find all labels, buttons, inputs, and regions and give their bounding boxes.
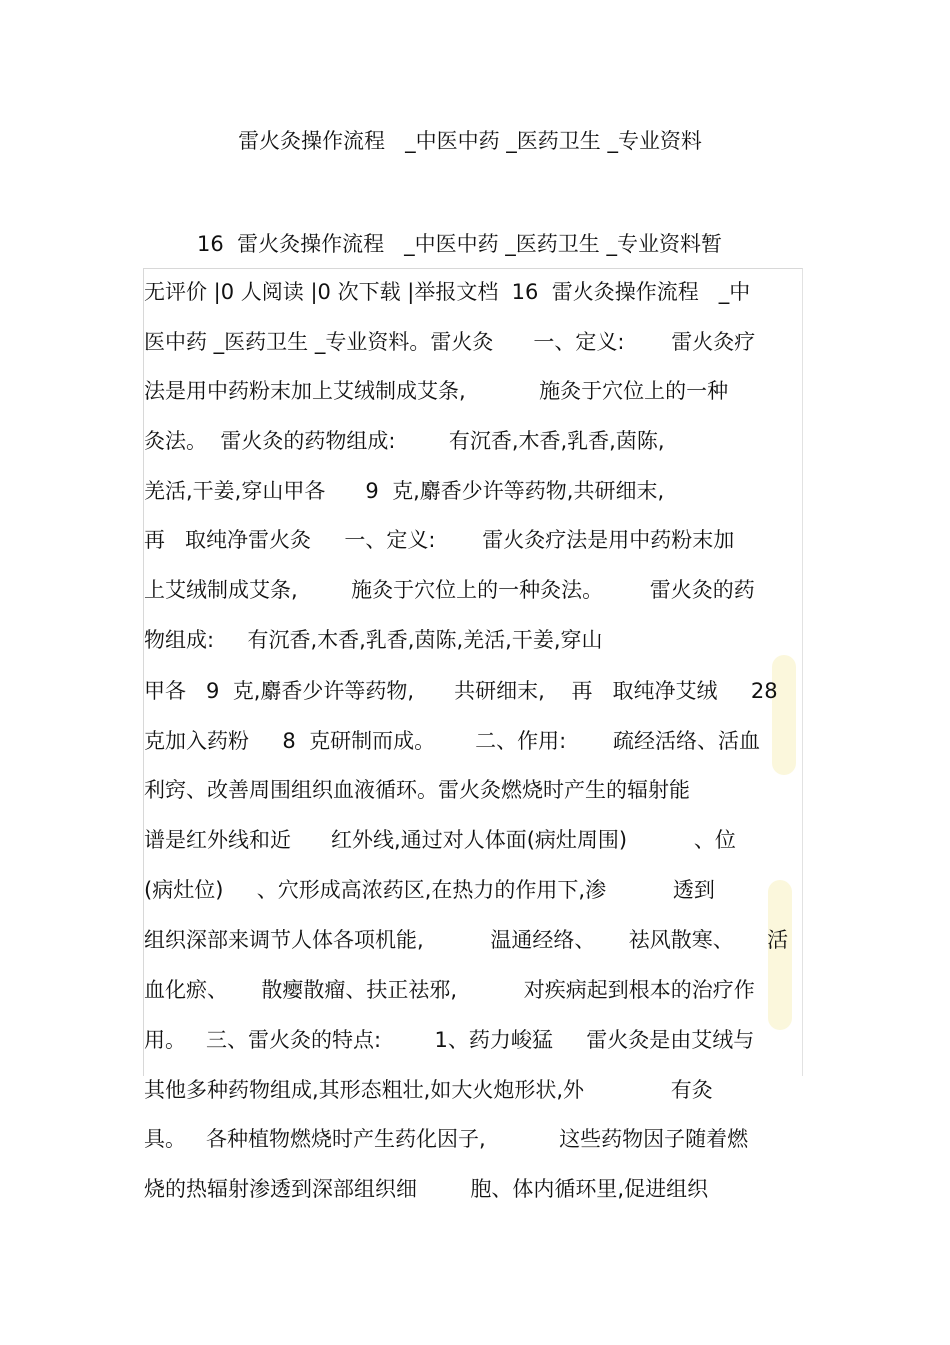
text-line: (病灶位) 、穴形成高浓药区,在热力的作用下,渗 透到 <box>144 878 715 902</box>
text-line: 法是用中药粉末加上艾绒制成艾条, 施灸于穴位上的一种 <box>144 379 729 403</box>
text-line: 其他多种药物组成,其形态粗壮,如大火炮形状,外 有灸 <box>144 1078 713 1102</box>
text-line: 再 取纯净雷火灸 一、定义: 雷火灸疗法是用中药粉末加 <box>144 528 735 552</box>
text-line: 克加入药粉 8 克研制而成。 二、作用: 疏经活络、活血 <box>144 729 760 753</box>
text-line: 甲各 9 克,麝香少许等药物, 共研细末, 再 取纯净艾绒 28 <box>144 679 778 703</box>
text-line: 利窍、改善周围组织血液循环。雷火灸燃烧时产生的辐射能 <box>144 778 690 802</box>
text-line: 组织深部来调节人体各项机能, 温通经络、 祛风散寒、 活 <box>144 928 789 952</box>
text-line: 16 雷火灸操作流程 _中医中药 _医药卫生 _专业资料暂 <box>197 232 722 256</box>
text-line: 烧的热辐射渗透到深部组织细 胞、体内循环里,促进组织 <box>144 1177 709 1201</box>
text-line: 谱是红外线和近 红外线,通过对人体面(病灶周围) 、位 <box>144 828 736 852</box>
text-line: 物组成: 有沉香,木香,乳香,茵陈,羌活,干姜,穿山 <box>144 628 603 652</box>
text-line: 医中药 _医药卫生 _专业资料。雷火灸 一、定义: 雷火灸疗 <box>144 330 756 354</box>
text-line: 上艾绒制成艾条, 施灸于穴位上的一种灸法。 雷火灸的药 <box>144 578 755 602</box>
text-line: 血化瘀、 散瘿散瘤、扶正祛邪, 对疾病起到根本的治疗作 <box>144 978 755 1002</box>
text-line: 灸法。 雷火灸的药物组成: 有沉香,木香,乳香,茵陈, <box>144 429 665 453</box>
text-line: 用。 三、雷火灸的特点: 1、药力峻猛 雷火灸是由艾绒与 <box>144 1028 755 1052</box>
text-line: 无评价 |0 人阅读 |0 次下载 |举报文档 16 雷火灸操作流程 _中 <box>144 280 751 304</box>
text-line: 具。 各种植物燃烧时产生药化因子, 这些药物因子随着燃 <box>144 1127 749 1151</box>
page-title: 雷火灸操作流程 _中医中药 _医药卫生 _专业资料 <box>238 129 702 153</box>
highlight-mark <box>772 655 796 775</box>
text-line: 羌活,干姜,穿山甲各 9 克,麝香少许等药物,共研细末, <box>144 479 665 503</box>
